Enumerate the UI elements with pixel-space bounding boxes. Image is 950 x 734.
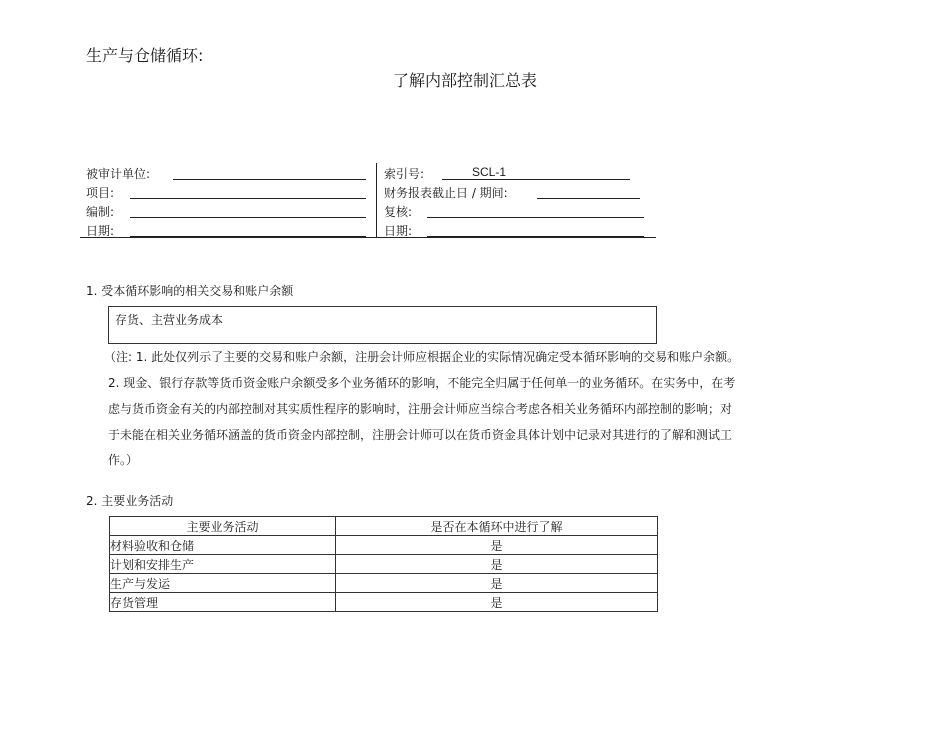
project-label: 项目:: [86, 186, 115, 200]
column-header-understood: 是否在本循环中进行了解: [336, 517, 658, 536]
note-line-5: 作。）: [108, 453, 139, 467]
page-title-text: 了解内部控制汇总表: [392, 71, 537, 90]
understood-cell: 是: [336, 574, 658, 593]
accounts-box-text: 存货、主营业务成本: [115, 313, 224, 327]
preparer-field-line[interactable]: [130, 217, 366, 218]
table-row: [110, 593, 658, 612]
understood-cell: 是: [336, 555, 658, 574]
table-header-row: [110, 517, 658, 536]
activity-cell: 计划和安排生产: [110, 555, 336, 574]
activity-cell: 生产与发运: [110, 574, 336, 593]
prepared-date-label: 日期:: [86, 224, 115, 238]
note-line-3: 虑与货币资金有关的内部控制对其实质性程序的影响时，注册会计师应当综合考虑各相关业务循环内部控制的影响；对: [108, 402, 733, 416]
index-label: 索引号:: [384, 167, 425, 181]
header-bottom-rule: [80, 237, 656, 238]
section1-heading: 1. 受本循环影响的相关交易和账户余额: [86, 284, 294, 298]
table-row: [110, 536, 658, 555]
review-date-field-line[interactable]: [427, 236, 644, 237]
activity-cell: 存货管理: [110, 593, 336, 612]
activity-cell: 材料验收和仓储: [110, 536, 336, 555]
reviewer-label: 复核:: [384, 205, 413, 219]
note-line-4: 于未能在相关业务循环涵盖的货币资金内部控制，注册会计师可以在货币资金具体计划中记录对其进行的了解和测试工: [108, 428, 733, 442]
cycle-title: 生产与仓储循环:: [86, 46, 204, 65]
auditee-label: 被审计单位:: [86, 167, 151, 181]
page-title: [0, 68, 950, 91]
understood-cell: 是: [336, 536, 658, 555]
period-field-line[interactable]: [537, 198, 640, 199]
understood-cell: 是: [336, 593, 658, 612]
preparer-label: 编制:: [86, 205, 115, 219]
table-row: [110, 555, 658, 574]
index-field-line[interactable]: [442, 179, 630, 180]
note-line-2: 2. 现金、银行存款等货币资金账户余额受多个业务循环的影响，不能完全归属于任何单一的业务循环。在实务中，在考: [108, 376, 736, 390]
index-value: SCL-1: [472, 165, 507, 179]
reviewer-field-line[interactable]: [427, 217, 644, 218]
section2-heading: 2. 主要业务活动: [86, 494, 174, 508]
review-date-label: 日期:: [384, 224, 413, 238]
accounts-box: [108, 306, 657, 344]
auditee-field-line[interactable]: [173, 179, 366, 180]
project-field-line[interactable]: [130, 198, 366, 199]
table-row: [110, 574, 658, 593]
note-line-1: （注: 1. 此处仅列示了主要的交易和账户余额，注册会计师应根据企业的实际情况确定受本循环影响的交易和账户余额。: [104, 350, 740, 364]
period-label: 财务报表截止日 / 期间:: [384, 186, 508, 200]
column-header-activity: 主要业务活动: [110, 517, 336, 536]
header-divider: [376, 163, 377, 237]
activities-table: [109, 516, 658, 612]
